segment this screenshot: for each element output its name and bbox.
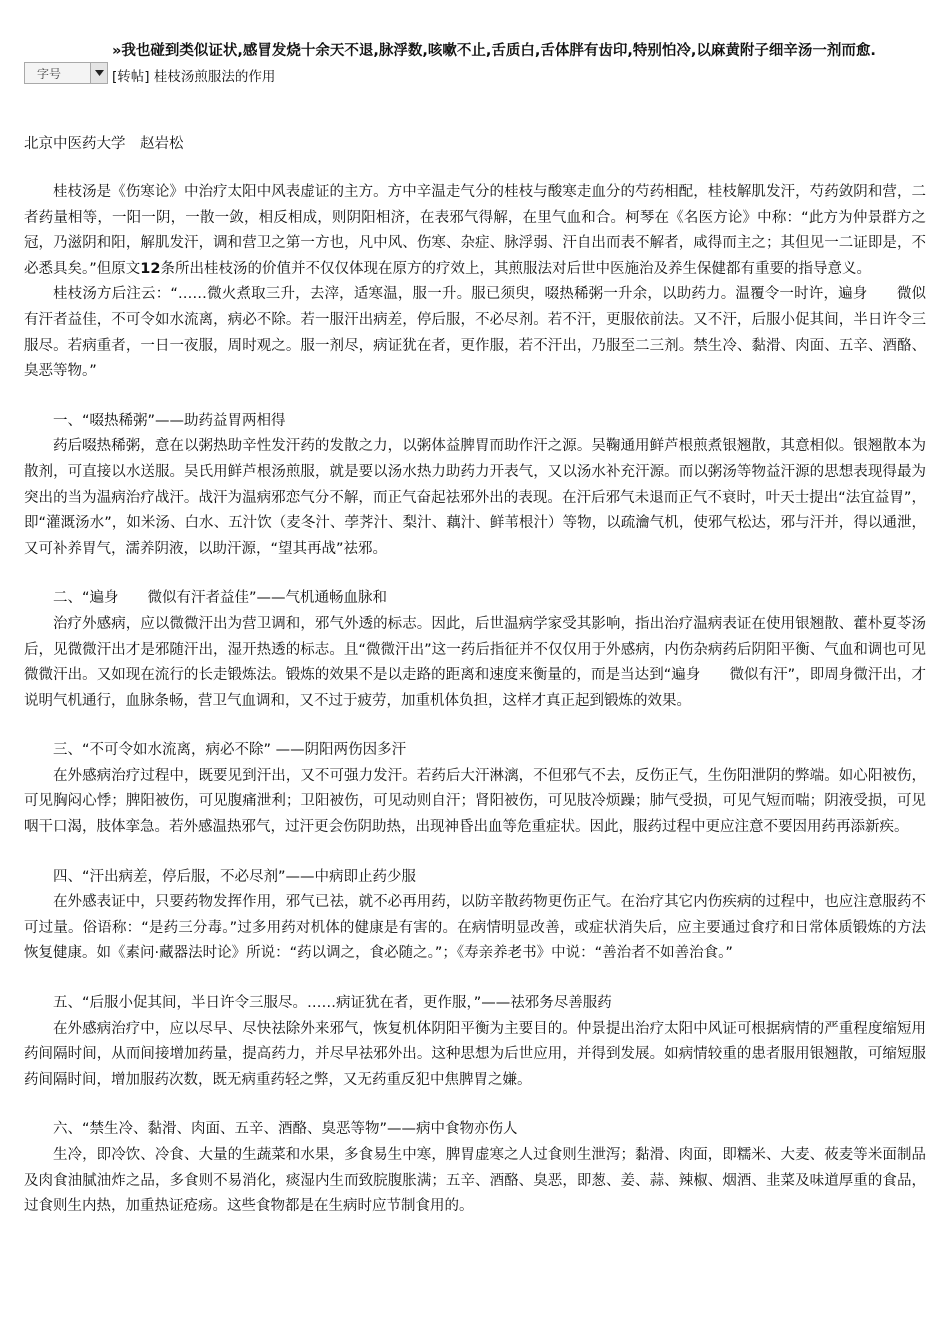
section-body: 在外感病治疗过程中，既要见到汗出，又不可强力发汗。若药后大汗淋漓，不但邪气不去，反伤正气，生伤阳泄阴的弊端。如心阳被伤，可见胸闷心悸；脾阳被伤，可见腹痛泄利；卫阳被伤，可见动则自汗；肾阳被伤，可见肢冷烦躁；肺气受损，可见气短而喘；阴液受损，可见咽干口渴，肢体挛急。若外感温热邪气，过汗更会伤阴助热，出现神昏出血等危重症状。因此，服药过程中更应注意不要因用药再添新疾。 — [24, 767, 926, 836]
chevron-down-icon[interactable] — [90, 63, 107, 83]
section-3 — [24, 738, 926, 840]
quote-paragraph: 桂枝汤方后注云：“……微火煮取三升，去滓，适寒温，服一升。服已须臾，啜热稀粥一升余，以助药力。温覆令一时许，遍身 微似有汗者益佳，不可令如水流离，病必不除。若一服汗出病差，停后服，不必尽剂。若不汗，更服依前法。又不汗，后服小促其间，半日许令三服尽。若病重者，一日一夜服，周时观之。服一剂尽，病证犹在者，更作服，若不汗出，乃服至二三剂。禁生冷、黏滑、肉面、五辛、酒酪、臭恶等物。” — [24, 286, 926, 380]
section-title: 六、“禁生冷、黏滑、肉面、五辛、酒酪、臭恶等物”——病中食物亦伤人 — [53, 1121, 518, 1138]
intro-text-b: 条所出桂枝汤的价值并不仅仅体现在原方的疗效上，其煎服法对后世中医施治及养生保健都有重要的指导意义。 — [160, 260, 871, 277]
forum-reply — [112, 38, 932, 88]
section-body: 药后啜热稀粥，意在以粥热助辛性发汗药的发散之力，以粥体益脾胃而助作汗之源。吴鞠通用鲜芦根煎煮银翘散，其意相似。银翘散本为散剂，可直接以水送服。吴氏用鲜芦根汤煎服，就是要以汤水热力助药力开表气，又以汤水补充汗源。而以粥汤等物益汗源的思想表现得最为突出的当为温病治疗战汗。战汗为温病邪恋气分不解，而正气奋起祛邪外出的表现。在汗后邪气未退而正气不衰时，叶天士提出“法宜益胃”，即“灌溉汤水”，如米汤、白水、五汁饮（麦冬汁、荸荠汁、梨汁、藕汁、鲜苇根汁）等物，以疏瀹气机，使邪气松达，邪与汗并，得以通泄，又可补养胃气，濡养阴液，以助汗源，“望其再战”祛邪。 — [24, 438, 926, 557]
section-1 — [24, 409, 926, 563]
section-title: 二、“遍身 微似有汗者益佳”——气机通畅血脉和 — [53, 590, 388, 607]
article-number: 12 — [140, 260, 161, 277]
section-body: 在外感病治疗中，应以尽早、尽快祛除外来邪气，恢复机体阴阳平衡为主要目的。仲景提出治疗太阳中风证可根据病情的严重程度缩短用药间隔时间，从而间接增加药量，提高药力，并尽早祛邪外出。这种思想为后世应用，并得到发展。如病情较重的患者服用银翘散，可缩短服药间隔时间，增加服药次数，既无病重药轻之弊，又无药重反犯中焦脾胃之嫌。 — [24, 1020, 926, 1088]
repost-link[interactable]: [转帖] 桂枝汤煎服法的作用 — [112, 69, 276, 85]
font-size-select-label: 字号 — [37, 66, 62, 81]
article-body — [24, 132, 926, 1220]
section-title: 五、“后服小促其间，半日许令三服尽。……病证犹在者，更作服，”——祛邪务尽善服药 — [53, 995, 612, 1012]
intro-text-a: 桂枝汤是《伤寒论》中治疗太阳中风表虚证的主方。方中辛温走气分的桂枝与酸寒走血分的芍药相配，桂枝解肌发汗，芍药敛阴和营，二者药量相等，一阳一阴，一散一敛，相反相成，则阴阳相济，在表邪气得解，在里气血和合。柯琴在《名医方论》中称：“此方为仲景群方之冠，乃滋阴和阳，解肌发汗，调和营卫之第一方也，凡中风、伤寒、杂症、脉浮弱、汗自出而表不解者，咸得而主之；其但见一二证即是，不必悉具矣。”但原文 — [24, 184, 926, 277]
section-body: 生冷，即冷饮、冷食、大量的生蔬菜和水果，多食易生中寒，脾胃虚寒之人过食则生泄泻；黏滑、肉面，即糯米、大麦、莜麦等米面制品及肉食油腻油炸之品，多食则不易消化，痰湿内生而致脘腹胀满；五辛、酒酪、臭恶，即葱、姜、蒜、辣椒、烟酒、韭菜及味道厚重的食品，过食则生内热，加重热证疮疡。这些食物都是在生病时应节制食用的。 — [24, 1147, 926, 1215]
section-4 — [24, 865, 926, 967]
section-5 — [24, 991, 926, 1093]
section-title: 四、“汗出病差，停后服，不必尽剂”——中病即止药少服 — [53, 868, 417, 885]
section-body: 在外感表证中，只要药物发挥作用，邪气已祛，就不必再用药，以防辛散药物更伤正气。在治疗其它内伤疾病的过程中，也应注意服药不可过量。俗语称：“是药三分毒。”过多用药对机体的健康是有害的。在病情明显改善，或症状消失后，应主要通过食疗和日常体质锻炼的方法恢复健康。如《素问·藏器法时论》所说：“药以调之，食必随之。”；《寿亲养老书》中说：“善治者不如善治食。” — [24, 894, 926, 962]
reply-text: »我也碰到类似证状,感冒发烧十余天不退,脉浮数,咳嗽不止,舌质白,舌体胖有齿印,特别怕冷,以麻黄附子细辛汤一剂而愈. — [112, 43, 876, 59]
section-title: 一、“啜热稀粥”——助药益胃两相得 — [53, 412, 286, 429]
section-2 — [24, 586, 926, 714]
section-body: 治疗外感病，应以微微汗出为营卫调和，邪气外透的标志。因此，后世温病学家受其影响，指出治疗温病表证在使用银翘散、藿朴夏苓汤后，见微微汗出才是邪随汗出，湿开热透的标志。且“微微汗出”这一药后指征并不仅仅用于外感病，内伤杂病药后阴阳平衡、气血和调也可见微微汗出。又如现在流行的长走锻炼法。锻炼的效果不是以走路的距离和速度来衡量的，而是当达到“遍身 微似有汗”，即周身微汗出，才说明气机通行，血脉条畅，营卫气血调和，又不过于疲劳，加重机体负担，这样才真正起到锻炼的效果。 — [24, 615, 926, 709]
font-size-select[interactable] — [24, 62, 108, 84]
section-title: 三、“不可令如水流离，病必不除” ——阴阳两伤因多汗 — [53, 742, 407, 759]
intro-paragraph — [24, 180, 926, 282]
article-author: 北京中医药大学 赵岩松 — [24, 136, 184, 152]
section-6 — [24, 1117, 926, 1219]
